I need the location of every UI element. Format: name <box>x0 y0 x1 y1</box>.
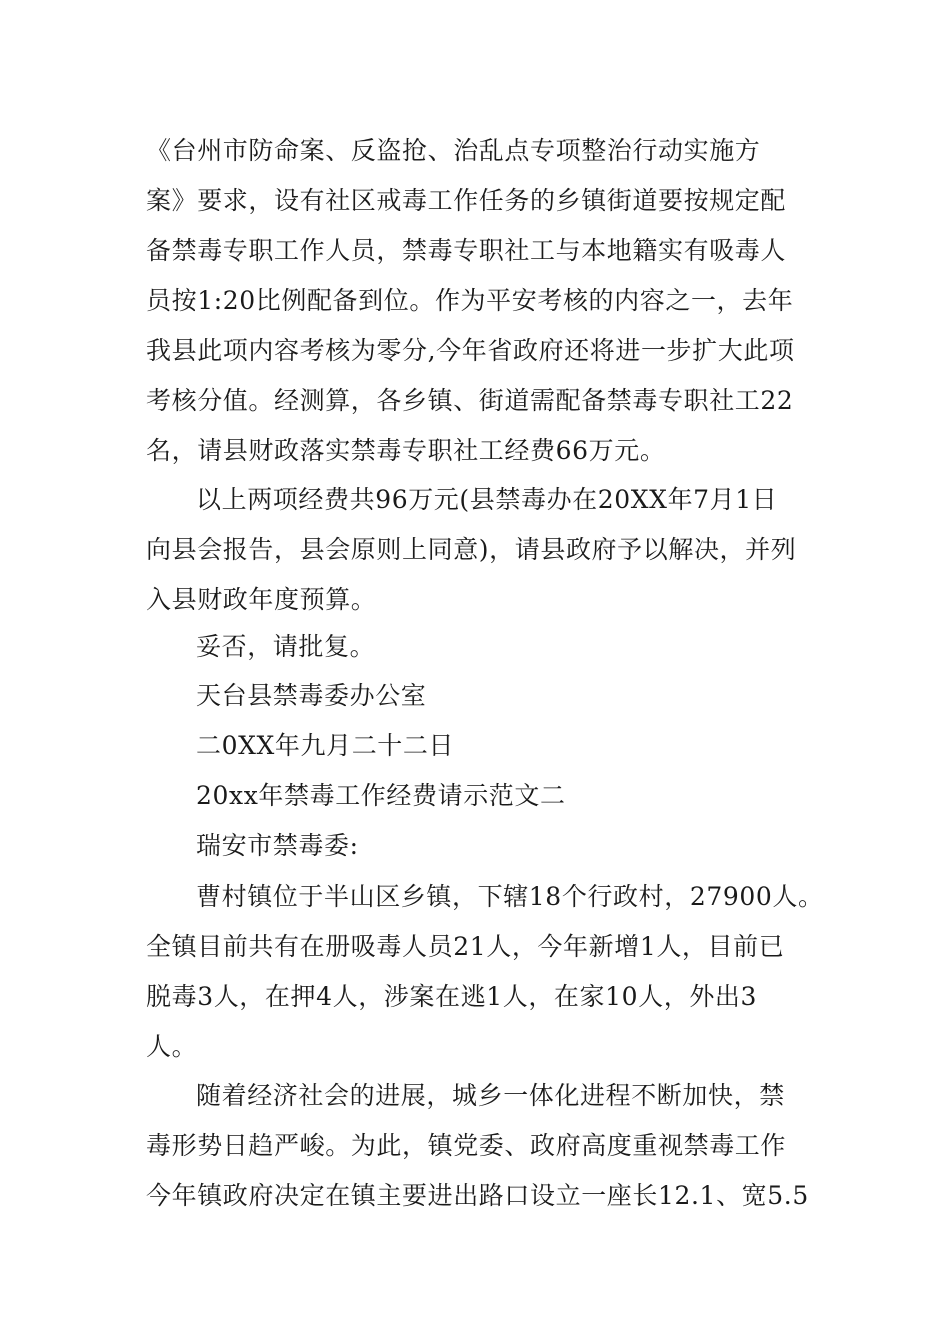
text-line: 考核分值。经测算，各乡镇、街道需配备禁毒专职社工22 <box>146 386 794 415</box>
text-line: 案》要求，设有社区戒毒工作任务的乡镇街道要按规定配 <box>146 186 787 215</box>
text-line: 员按1:20比例配备到位。作为平安考核的内容之一，去年 <box>146 286 794 315</box>
text-line: 《台州市防命案、反盗抢、治乱点专项整治行动实施方 <box>146 136 761 165</box>
text-line: 脱毒3人，在押4人，涉案在逃1人，在家10人，外出3 <box>146 982 758 1011</box>
text-line: 随着经济社会的进展，城乡一体化进程不断加快，禁 <box>196 1081 785 1110</box>
text-line: 以上两项经费共96万元(县禁毒办在20XX年7月1日 <box>196 485 778 514</box>
text-line: 人。 <box>146 1032 198 1061</box>
section-title: 20xx年禁毒工作经费请示范文二 <box>196 781 566 810</box>
text-line: 我县此项内容考核为零分,今年省政府还将进一步扩大此项 <box>146 336 795 365</box>
addressee: 瑞安市禁毒委: <box>196 831 359 860</box>
text-line: 今年镇政府决定在镇主要进出路口设立一座长12.1、宽5.5 <box>146 1181 809 1210</box>
text-line: 备禁毒专职工作人员，禁毒专职社工与本地籍实有吸毒人 <box>146 236 787 265</box>
text-line: 向县会报告，县会原则上同意)，请县政府予以解决，并列 <box>146 535 797 564</box>
signature-org: 天台县禁毒委办公室 <box>196 681 427 710</box>
text-line: 名，请县财政落实禁毒专职社工经费66万元。 <box>146 436 666 465</box>
text-line: 曹村镇位于半山区乡镇，下辖18个行政村，27900人。 <box>196 882 824 911</box>
text-line: 妥否，请批复。 <box>196 632 376 661</box>
signature-date: 二0XX年九月二十二日 <box>196 731 455 760</box>
text-line: 毒形势日趋严峻。为此，镇党委、政府高度重视禁毒工作 <box>146 1131 787 1160</box>
text-line: 入县财政年度预算。 <box>146 585 377 614</box>
text-line: 全镇目前共有在册吸毒人员21人，今年新增1人，目前已 <box>146 932 785 961</box>
